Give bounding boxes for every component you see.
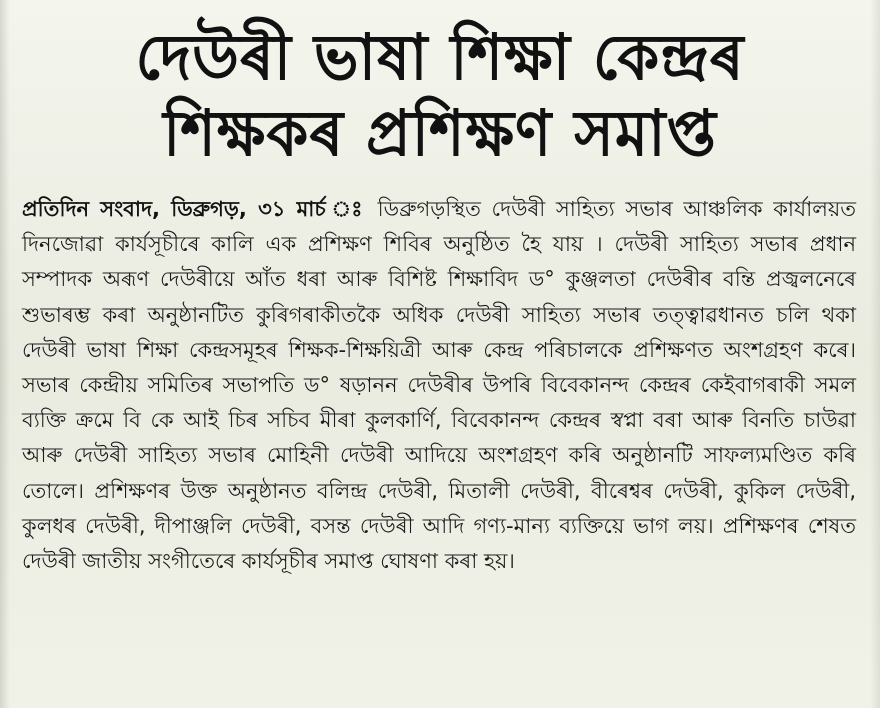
dateline: প্ৰতিদিন সংবাদ, ডিব্ৰুগড়, ৩১ মাৰ্চ ঃ [22, 197, 378, 221]
page-edge-shadow [870, 0, 880, 708]
headline [24, 20, 856, 172]
article-text: ডিব্ৰুগড়স্থিত দেউৰী সাহিত্য সভাৰ আঞ্চলিক কাৰ্যালয়ত দিনজোৱা কাৰ্যসূচীৰে কালি এক প্ৰশিক্ষণ শিবিৰ অনুষ্ঠিত হৈ যায় । দেউৰী সাহিত্য সভাৰ প্ৰধান সম্পাদক অৰূণ দেউৰীয়ে আঁত ধৰা আৰু বিশিষ্ট শিক্ষাবিদ ড° কুঞ্জলতা দেউৰীৰ বন্তি প্ৰজ্বলনেৰে শুভাৰম্ভ কৰা অনুষ্ঠানটিত কুৰিগৰাকীতকৈ অধিক দেউৰী সাহিত্য সভাৰ তত্ত্বাৱধানত চলি থকা দেউৰী ভাষা শিক্ষা কেন্দ্ৰসমূহৰ শিক্ষক-শিক্ষয়িত্ৰী আৰু কেন্দ্ৰ পৰিচালকে প্ৰশিক্ষণত অংশগ্ৰহণ কৰে। সভাৰ কেন্দ্ৰীয় সমিতিৰ সভাপতি ড° ষড়ানন দেউৰীৰ উপৰি বিবেকানন্দ কেন্দ্ৰৰ কেইবাগৰাকী সমল ব্যক্তি ক্ৰমে বি কে আই চিৰ সচিব মীৰা কুলকাৰ্ণি, বিবেকানন্দ কেন্দ্ৰৰ স্বপ্না বৰা আৰু বিনতি চাউৱা আৰু দেউৰী সাহিত্য সভাৰ মোহিনী দেউৰী আদিয়ে অংশগ্ৰহণ কৰি অনুষ্ঠানটি সাফল্যমণ্ডিত কৰি তোলে। প্ৰশিক্ষণৰ উক্ত অনুষ্ঠানত বলিন্দ্ৰ দেউৰী, মিতালী দেউৰী, বীৰেশ্বৰ দেউৰী, কুকিল দেউৰী, কুলধৰ দেউৰী, দীপাঞ্জলি দেউৰী, বসন্ত দেউৰী আদি গণ্য-মান্য ব্যক্তিয়ে ভাগ লয়। প্ৰশিক্ষণৰ শেষত দেউৰী জাতীয় সংগীতেৰে কাৰ্যসূচীৰ সমাপ্ত ঘোষণা কৰা হয়। [22, 197, 856, 574]
headline-line-1: দেউৰী ভাষা শিক্ষা কেন্দ্ৰৰ [135, 21, 745, 95]
article-body [22, 192, 856, 579]
headline-line-2: শিক্ষকৰ প্ৰশিক্ষণ সমাপ্ত [163, 97, 717, 171]
